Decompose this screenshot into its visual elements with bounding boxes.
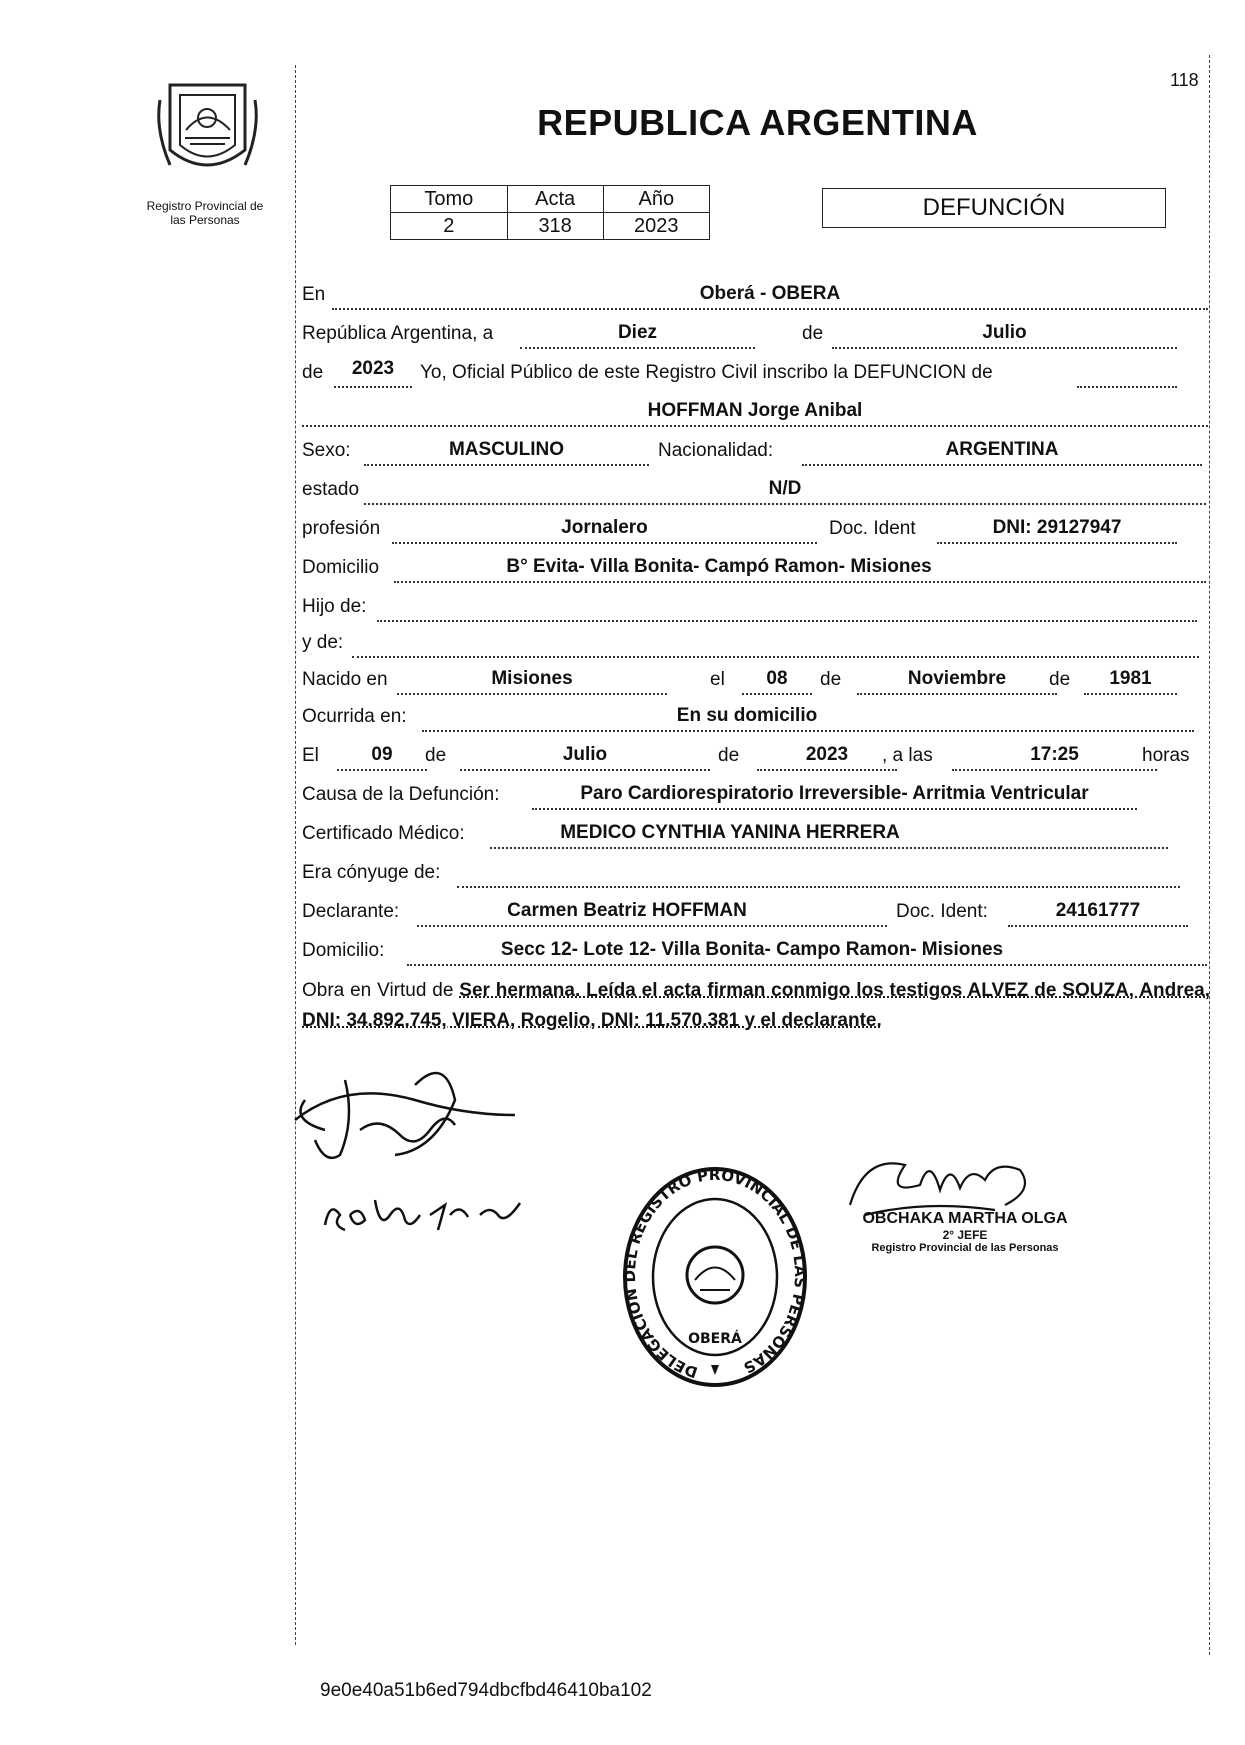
nacido-anio: 1981 [1109,668,1152,689]
row-causa [302,778,1210,812]
row-fecha-defuncion [302,739,1210,773]
row-fecha [302,317,1210,351]
record-box [390,185,710,240]
row-certificado [302,817,1210,851]
row-sexo [302,434,1210,468]
nacido-dia: 08 [766,668,788,689]
registry-label [120,199,290,227]
acta-value: 318 [507,213,603,240]
certificado-label: Certificado Médico: [302,823,465,844]
signature-2 [320,1185,535,1240]
sexo-label: Sexo: [302,440,351,461]
row-nacido [302,663,1210,697]
row-profesion [302,512,1210,546]
signature-1 [285,1060,525,1175]
conyuge-label: Era cónyuge de: [302,862,441,883]
dots [332,308,1208,310]
signer-role: 2° JEFE [942,1228,988,1242]
dots [364,464,649,466]
dots [757,769,897,771]
dots [952,769,1157,771]
row-y-de [302,626,1210,660]
signature-block [845,1210,1085,1254]
y-de-label: y de: [302,632,344,653]
dots [1008,925,1188,927]
republica-label: República Argentina, a [302,323,494,344]
dots [520,347,755,349]
dots [802,464,1202,466]
dots [397,693,667,695]
province-emblem [150,70,265,185]
nacido-label: Nacido en [302,669,388,690]
de-label: de [1049,669,1071,690]
doc-label: Doc. Ident: [896,901,988,922]
row-estado [302,473,1210,507]
left-border [295,65,296,1645]
profesion-label: profesión [302,518,381,539]
anio-value: 2023 [603,213,709,240]
causa-value: Paro Cardiorespiratorio Irreversible- Arritmia Ventricular [580,783,1089,804]
estado-label: estado [302,479,360,500]
registry-label-line2: las Personas [170,213,240,227]
dots [937,542,1177,544]
document-hash: 9e0e40a51b6ed794dbcfbd46410ba102 [320,1680,652,1701]
deceased-name: HOFFMAN Jorge Anibal [647,400,863,421]
year-prefix: de [302,362,324,383]
dots [1084,693,1177,695]
death-month: Julio [562,744,608,765]
dots [422,730,1194,732]
dots [857,693,1057,695]
dots [394,581,1206,583]
declarante-doc: 24161777 [1055,900,1141,921]
nacionalidad-value: ARGENTINA [945,439,1059,460]
domicilio-value: B° Evita- Villa Bonita- Campó Ramon- Misiones [506,556,932,577]
nacionalidad-label: Nacionalidad: [658,440,774,461]
de-label: de [820,669,842,690]
ocurrida-value: En su domicilio [676,705,818,726]
de-label: de [802,323,824,344]
signer-org: Registro Provincial de las Personas [871,1242,1059,1254]
dots [392,542,817,544]
row-en [302,278,1210,312]
year-value: 2023 [351,358,395,379]
profesion-value: Jornalero [561,517,648,538]
dots [302,425,1208,427]
signer-name: OBCHAKA MARTHA OLGA [862,1210,1068,1227]
obra-label: Obra en Virtud de [302,980,454,1001]
doc-value: DNI: 29127947 [992,517,1122,538]
row-hijo [302,590,1210,624]
declarante-value: Carmen Beatriz HOFFMAN [507,900,747,921]
yo-text: Yo, Oficial Público de este Registro Civil inscribo la DEFUNCION de [420,362,993,383]
el-label: El [302,745,319,766]
nacido-mes: Noviembre [907,668,1007,689]
a-las-label: , a las [882,745,933,766]
emblem-icon [150,70,265,185]
de-label: de [718,745,740,766]
domicilio-declarante-value: Secc 12- Lote 12- Villa Bonita- Campo Ramon- Misiones [500,939,1004,960]
obra-value: Ser hermana. Leída el acta firman conmigo los testigos ALVEZ de SOUZA, Andrea, DNI: 34.892.745, VIERA, Rogelio, DNI: 11.570.381 y el declarante. [302,980,1210,1031]
row-domicilio-declarante [302,934,1210,968]
en-label: En [302,284,326,305]
en-value: Oberá - OBERA [699,283,841,304]
obra-paragraph [302,976,1210,1036]
dots [742,693,812,695]
row-anio [302,356,1210,390]
dots [1077,386,1177,388]
death-time: 17:25 [1030,744,1079,765]
dots [457,886,1180,888]
certificado-value: MEDICO CYNTHIA YANINA HERRERA [560,822,900,843]
tomo-value: 2 [391,213,508,240]
death-year: 2023 [805,744,849,765]
dots [352,656,1199,658]
official-stamp [620,1165,810,1390]
month-value: Julio [982,322,1027,343]
dots [490,847,1168,849]
row-ocurrida [302,700,1210,734]
de-label: de [425,745,447,766]
document-type: DEFUNCIÓN [822,188,1166,228]
estado-value: N/D [768,478,802,499]
domicilio-label: Domicilio: [302,940,385,961]
domicilio-label: Domicilio [302,557,380,578]
row-domicilio [302,551,1210,585]
registry-label-line1: Registro Provincial de [146,199,264,213]
nacido-lugar: Misiones [491,668,573,689]
record-header: Acta [507,186,603,213]
dots [532,808,1137,810]
dots [832,347,1177,349]
record-header: Año [603,186,709,213]
stamp-bottom-text: OBERÁ [688,1331,742,1347]
horas-label: horas [1142,745,1190,766]
row-declarante [302,895,1210,929]
death-day: 09 [371,744,393,765]
dots [407,964,1207,966]
dots [417,925,887,927]
declarante-label: Declarante: [302,901,400,922]
page-title: REPUBLICA ARGENTINA [537,102,978,143]
el-label: el [710,669,725,690]
day-value: Diez [617,322,658,343]
dots [460,769,710,771]
row-nombre [302,395,1210,429]
hijo-label: Hijo de: [302,596,367,617]
sexo-value: MASCULINO [448,439,565,460]
record-header: Tomo [391,186,508,213]
stamp-ring-text: DELEGACION DEL REGISTRO PROVINCIAL DE LAS PERSONAS [620,1165,810,1382]
dots [334,386,412,388]
dots [377,620,1197,622]
page-number: 118 [1170,70,1199,90]
doc-label: Doc. Ident [829,518,916,539]
dots [337,769,427,771]
stamp-seal-icon [620,1165,810,1390]
ocurrida-label: Ocurrida en: [302,706,407,727]
causa-label: Causa de la Defunción: [302,784,500,805]
row-conyuge [302,856,1210,890]
dots [364,503,1206,505]
